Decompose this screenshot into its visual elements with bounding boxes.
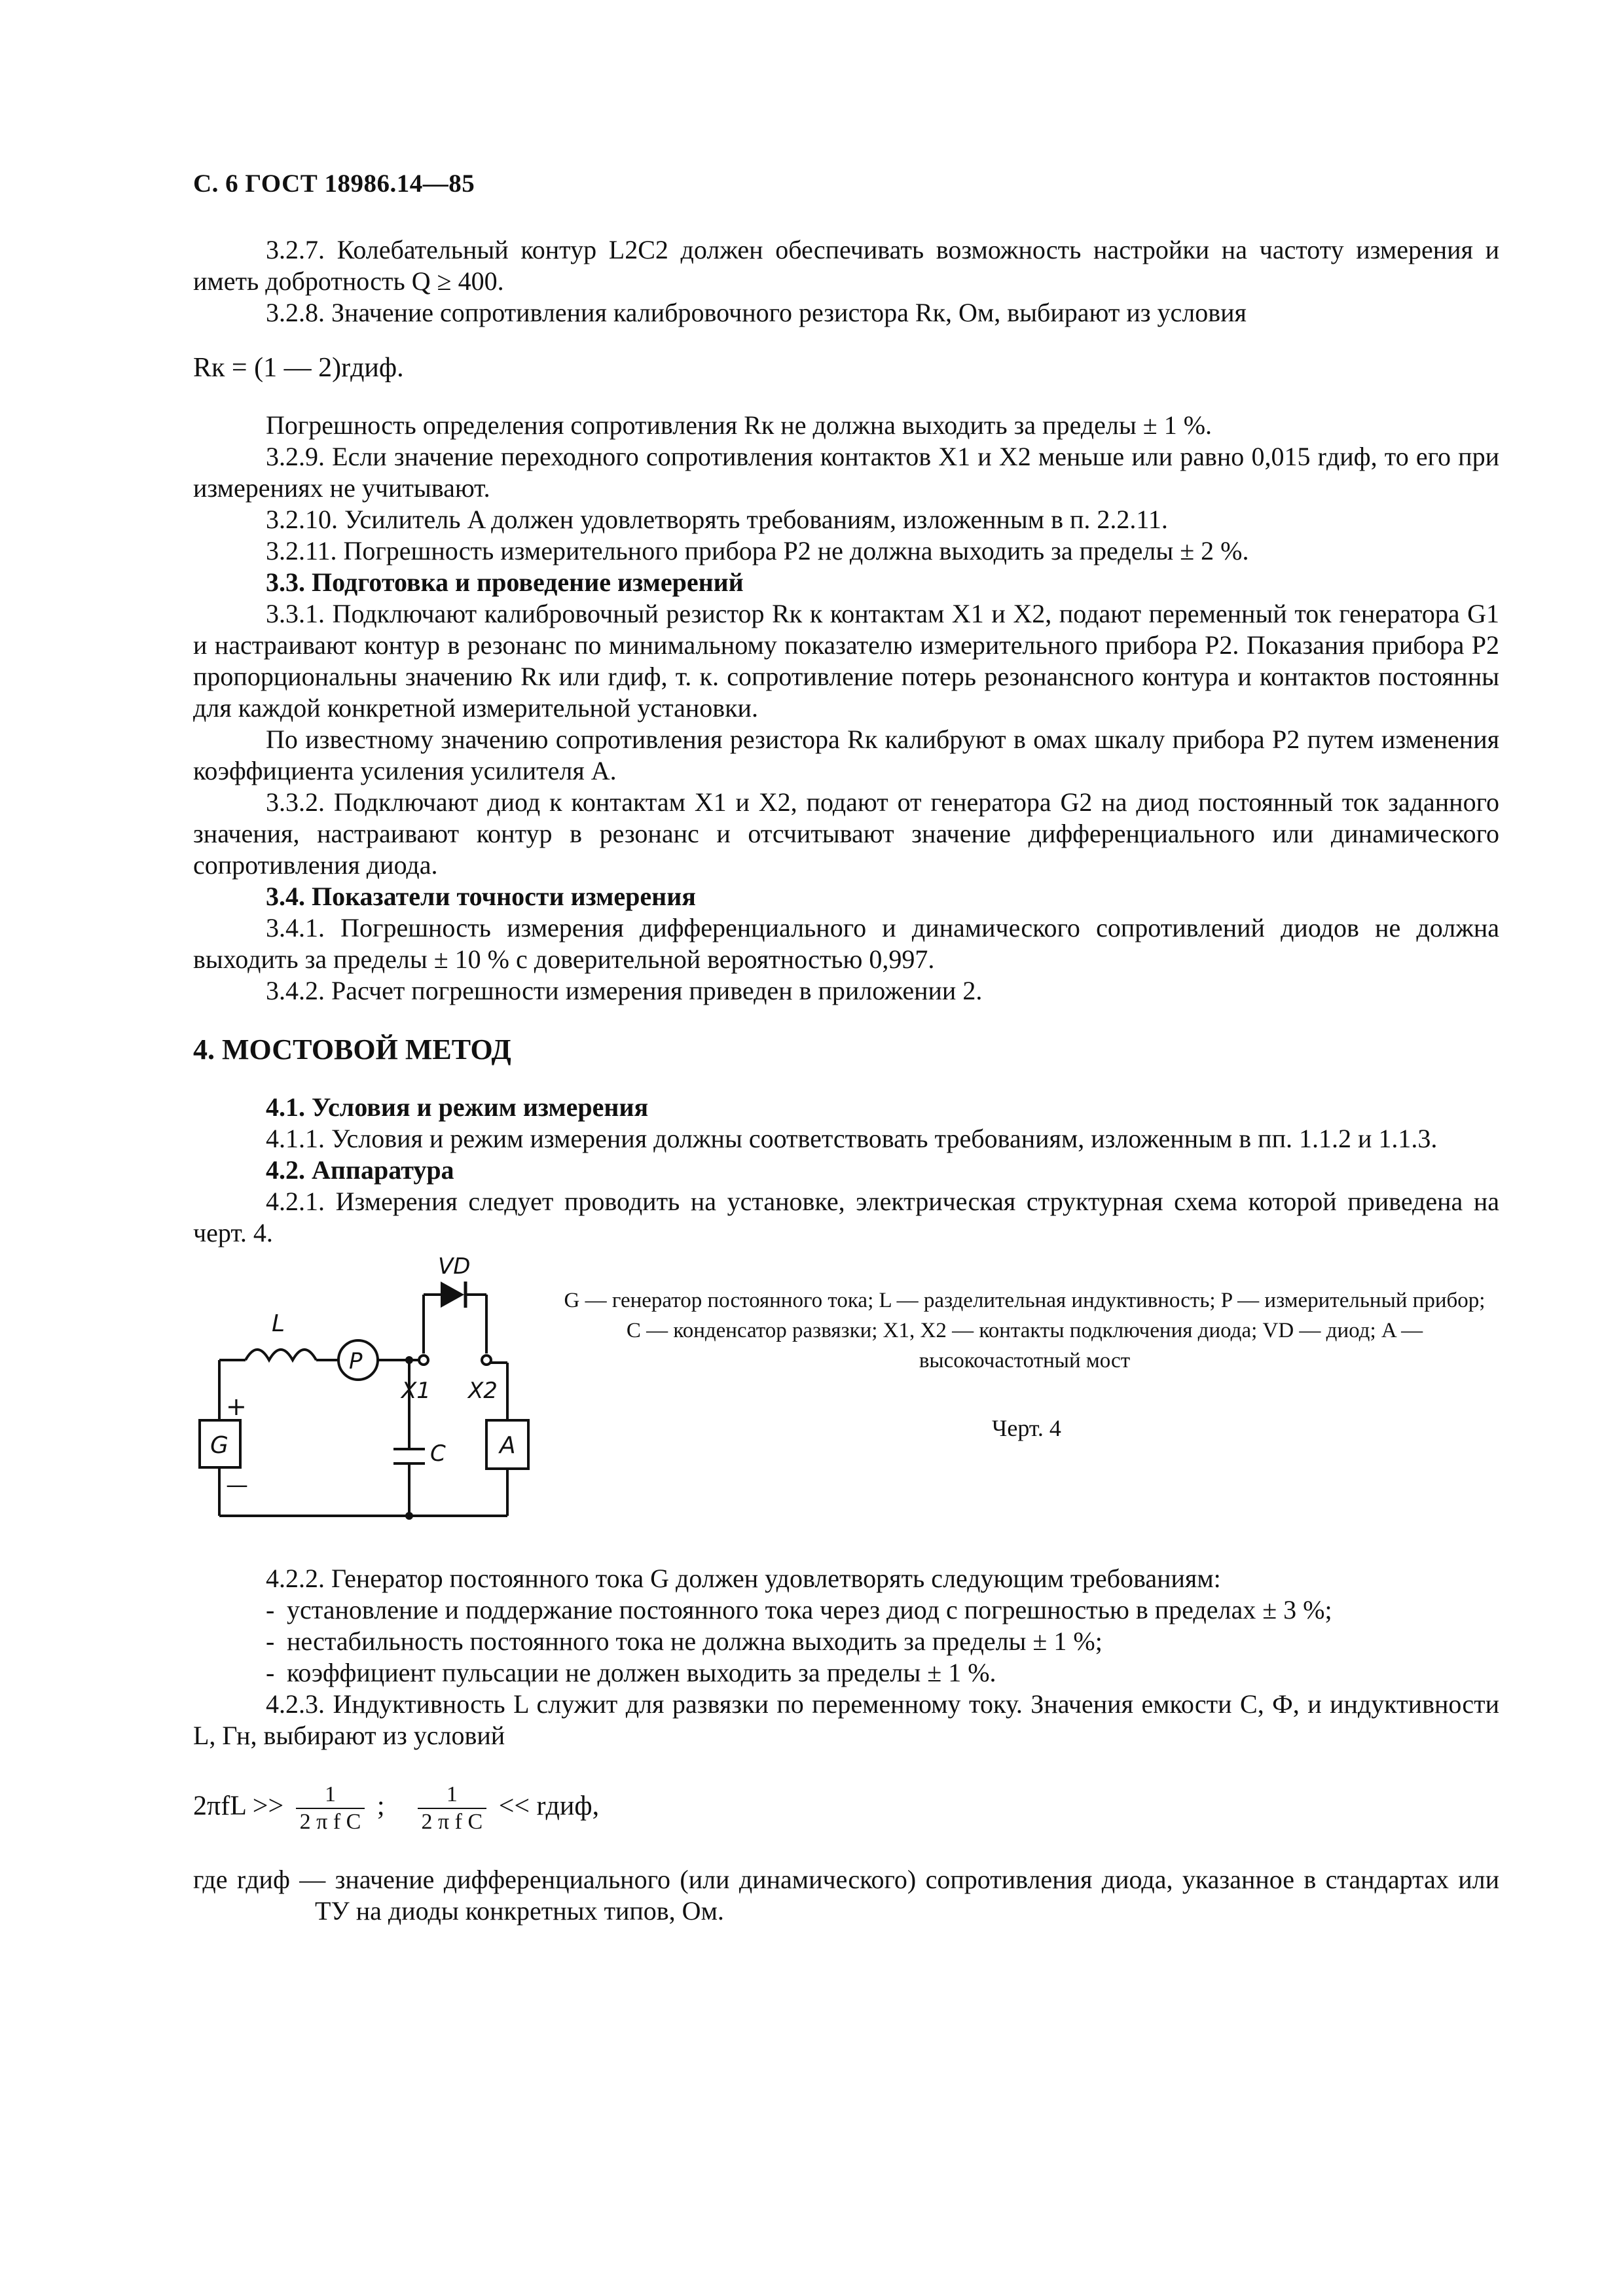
para-3-3-2: 3.3.2. Подключают диод к контактам X1 и X2, подают от генератора G2 на диод постоянный ток заданного значения, настраивают контур в резонанс и отсчитывают значение дифференциального или динамического сопротивления диода. (193, 787, 1499, 880)
para-3-3-1: 3.3.1. Подключают калибровочный резистор Rк к контактам X1 и X2, подают переменный ток генератора G1 и настраивают контур в резонанс по минимальному показателю измерительного прибора P2. Показания прибора P2 пропорциональны значению Rк или rдиф, т. к. сопротивление потерь резонансного контура и контактов постоянны для каждой конкретной измерительной установки. (193, 599, 1499, 723)
para-3-2-11: 3.2.11. Погрешность измерительного прибора P2 не должна выходить за пределы ± 2 %. (266, 536, 1249, 565)
contact-x1 (419, 1355, 428, 1365)
inductor-l (246, 1350, 316, 1360)
para-3-2-10: 3.2.10. Усилитель A должен удовлетворять требованиям, изложенным в п. 2.2.11. (266, 505, 1168, 534)
label-plus: + (226, 1392, 247, 1421)
fraction-1-num: 1 (296, 1782, 365, 1809)
formula-right: << rдиф, (498, 1791, 600, 1821)
figure-caption: Черт. 4 (992, 1415, 1061, 1441)
para-4-2-1: 4.2.1. Измерения следует проводить на установке, электрическая структурная схема которой приведена на черт. 4. (193, 1187, 1499, 1247)
fraction-1-den: 2 π f C (299, 1810, 361, 1834)
formula-rk: Rк = (1 — 2)rдиф. (193, 353, 404, 383)
fraction-1 (296, 1782, 365, 1835)
formula-lc (193, 1782, 1499, 1835)
heading-4-1: 4.1. Условия и режим измерения (266, 1092, 649, 1122)
circuit-diagram (193, 1255, 560, 1543)
para-3-2-9: 3.2.9. Если значение переходного сопротивления контактов X1 и X2 меньше или равно 0,015 rдиф, то его при измерениях не учитывают. (193, 442, 1499, 503)
para-4-1-1: 4.1.1. Условия и режим измерения должны соответствовать требованиям, изложенным в пп. 1.1.2 и 1.1.3. (266, 1124, 1438, 1153)
fraction-2 (418, 1782, 487, 1835)
label-l: L (272, 1310, 285, 1337)
para-4-2-3: 4.2.3. Индуктивность L служит для развязки по переменному току. Значения емкости C, Ф, и индуктивности L, Гн, выбирают из условий (193, 1689, 1499, 1750)
document-body (193, 234, 1499, 1927)
para-3-2-8: 3.2.8. Значение сопротивления калибровочного резистора Rк, Ом, выбирают из условия (266, 298, 1247, 327)
label-x1: X1 (401, 1378, 431, 1404)
label-x2: X2 (468, 1378, 498, 1404)
list-item-3-text: коэффициент пульсации не должен выходить за пределы ± 1 %. (287, 1658, 996, 1687)
contact-x2 (482, 1355, 491, 1365)
list-item-1: - установление и поддержание постоянного тока через диод с погрешностью в пределах ± 3 %; (266, 1595, 1332, 1624)
list-item-2: - нестабильность постоянного тока не должна выходить за пределы ± 1 %; (266, 1626, 1103, 1656)
para-where: где rдиф — значение дифференциального (или динамического) сопротивления диода, указанное в стандартах или ТУ на диоды конкретных типов, Ом. (193, 1865, 1499, 1926)
heading-4-2: 4.2. Аппаратура (266, 1155, 454, 1185)
para-3-2-7: 3.2.7. Колебательный контур L2C2 должен обеспечивать возможность настройки на частоту измерения и иметь добротность Q ≥ 400. (193, 235, 1499, 296)
list-item-2-text: нестабильность постоянного тока не должна выходить за пределы ± 1 %; (287, 1626, 1103, 1656)
formula-left: 2πfL >> (193, 1791, 284, 1821)
section-4-title: 4. МОСТОВОЙ МЕТОД (193, 1033, 511, 1066)
para-3-2-8-b: Погрешность определения сопротивления Rк не должна выходить за пределы ± 1 %. (266, 410, 1213, 440)
figure-legend: G — генератор постоянного тока; L — разделительная индуктивность; P — измерительный прибор; C — конденсатор развязки; X1, X2 — контакты подключения диода; VD — диод; A — высокочастотный мост (564, 1289, 1486, 1372)
diode-vd (441, 1282, 464, 1308)
label-c: C (430, 1441, 446, 1467)
heading-3-3: 3.3. Подготовка и проведение измерений (266, 567, 744, 597)
para-3-4-1: 3.4.1. Погрешность измерения дифференциального и динамического сопротивлений диодов не должна выходить за пределы ± 10 % с доверительной вероятностью 0,997. (193, 913, 1499, 974)
heading-3-4: 3.4. Показатели точности измерения (266, 882, 696, 911)
list-item-3: - коэффициент пульсации не должен выходить за пределы ± 1 %. (266, 1658, 996, 1687)
label-vd: VD (438, 1255, 471, 1280)
para-4-2-2: 4.2.2. Генератор постоянного тока G должен удовлетворять следующим требованиям: (266, 1564, 1221, 1593)
label-a: A (500, 1432, 516, 1459)
figure-4 (193, 1255, 1499, 1543)
para-3-4-2: 3.4.2. Расчет погрешности измерения приведен в приложении 2. (266, 976, 983, 1005)
label-p: P (349, 1348, 363, 1374)
label-minus: — (226, 1472, 248, 1498)
formula-sep: ; (376, 1791, 385, 1821)
fraction-2-num: 1 (418, 1782, 487, 1809)
label-g: G (210, 1432, 228, 1459)
list-item-1-text: установление и поддержание постоянного тока через диод с погрешностью в пределах ± 3 %; (287, 1595, 1332, 1624)
fraction-2-den: 2 π f C (421, 1810, 483, 1834)
para-3-3-1-b: По известному значению сопротивления резистора Rк калибруют в омах шкалу прибора P2 путем изменения коэффициента усиления усилителя A. (193, 725, 1499, 785)
page-header: С. 6 ГОСТ 18986.14—85 (193, 170, 475, 198)
